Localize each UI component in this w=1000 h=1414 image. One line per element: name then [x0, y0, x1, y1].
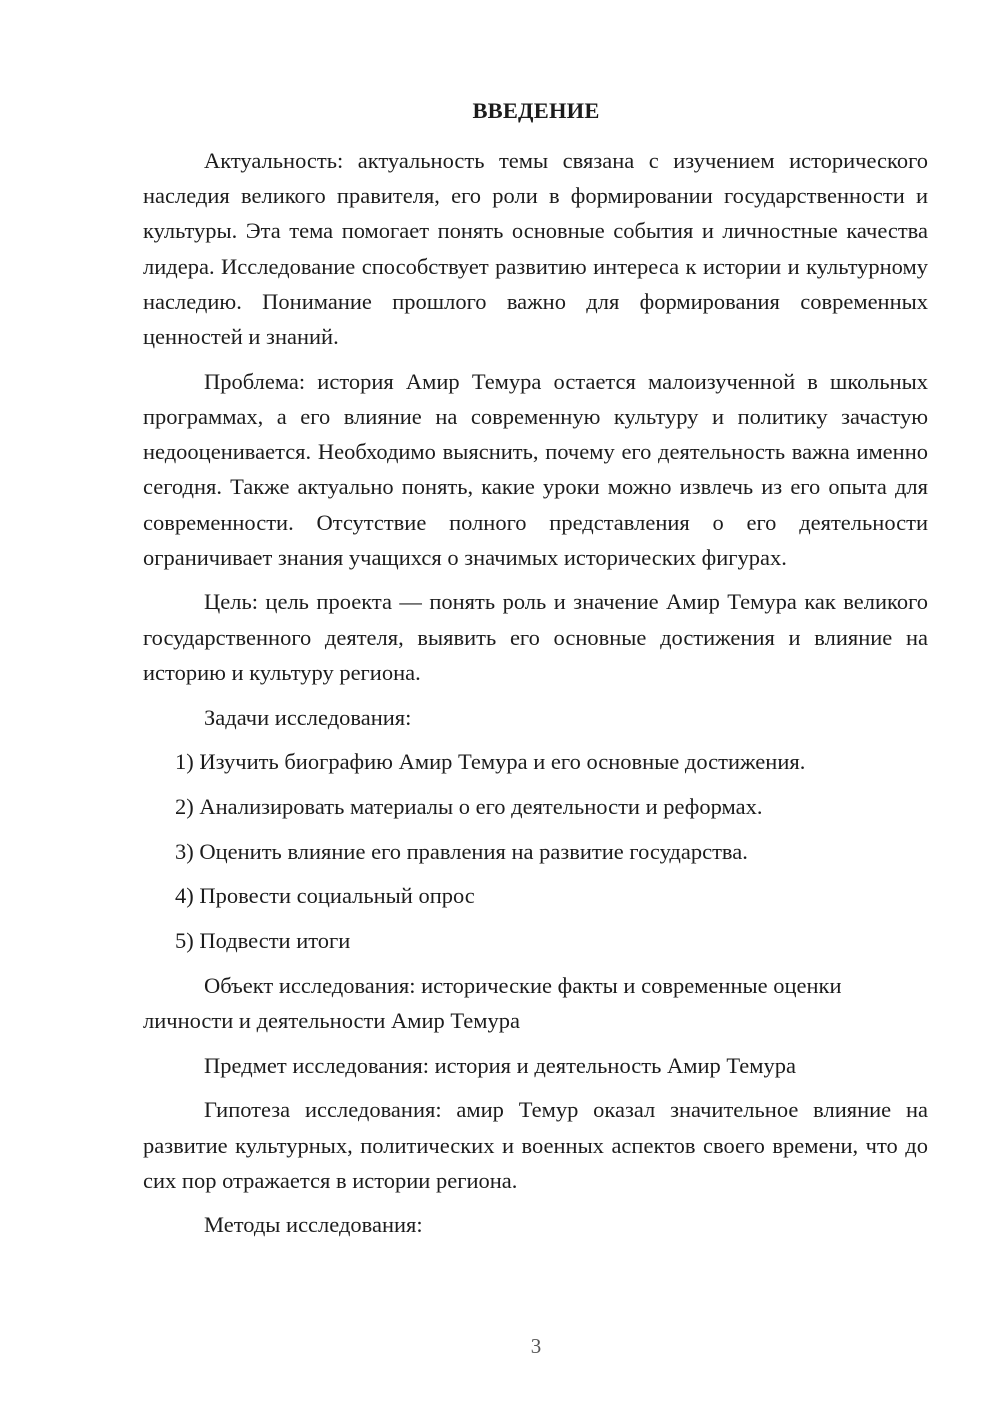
list-item: 5) Подвести итоги: [175, 928, 351, 954]
paragraph-goal: Цель: цель проекта — понять роль и значение Амир Темура как великого государственного деятеля, выявить его основные достижения и влияние на историю и культуру региона.: [143, 589, 928, 685]
methods-heading: Методы исследования:: [204, 1212, 423, 1238]
paragraph-hypothesis: Гипотеза исследования: амир Темур оказал значительное влияние на развитие культурных, политических и военных аспектов своего времени, что до сих пор отражается в истории региона.: [143, 1097, 928, 1193]
page-number: 3: [530, 1334, 542, 1358]
paragraph-relevance: Актуальность: актуальность темы связана с изучением исторического наследия великого правителя, его роли в формировании государственности и культуры. Эта тема помогает понять основные события и личностные качества лидера. Исследование способствует развитию интереса к истории и культурному наследию. Понимание прошлого важно для формирования современных ценностей и знаний.: [143, 148, 928, 350]
list-item: 3) Оценить влияние его правления на развитие государства.: [175, 838, 748, 864]
page-title: ВВЕДЕНИЕ: [472, 98, 600, 123]
paragraph-object: Объект исследования: исторические факты и современные оценки личности и деятельности Амир Темура: [143, 972, 842, 1033]
list-item: 2) Анализировать материалы о его деятельности и реформах.: [175, 793, 763, 819]
paragraph-subject: Предмет исследования: история и деятельность Амир Темура: [204, 1052, 796, 1078]
tasks-heading: Задачи исследования:: [204, 704, 412, 730]
list-item: 1) Изучить биографию Амир Темура и его основные достижения.: [175, 749, 806, 775]
paragraph-problem: Проблема: история Амир Темура остается малоизученной в школьных программах, а его влияние на современную культуру и политику зачастую недооценивается. Необходимо выяснить, почему его деятельность важна именно сегодня. Также актуально понять, какие уроки можно извлечь из его опыта для современности. Отсутствие полного представления о его деятельности ограничивает знания учащихся о значимых исторических фигурах.: [143, 368, 928, 570]
tasks-list: [143, 744, 928, 958]
list-item: 4) Провести социальный опрос: [175, 883, 475, 909]
document-body: [143, 143, 928, 1252]
